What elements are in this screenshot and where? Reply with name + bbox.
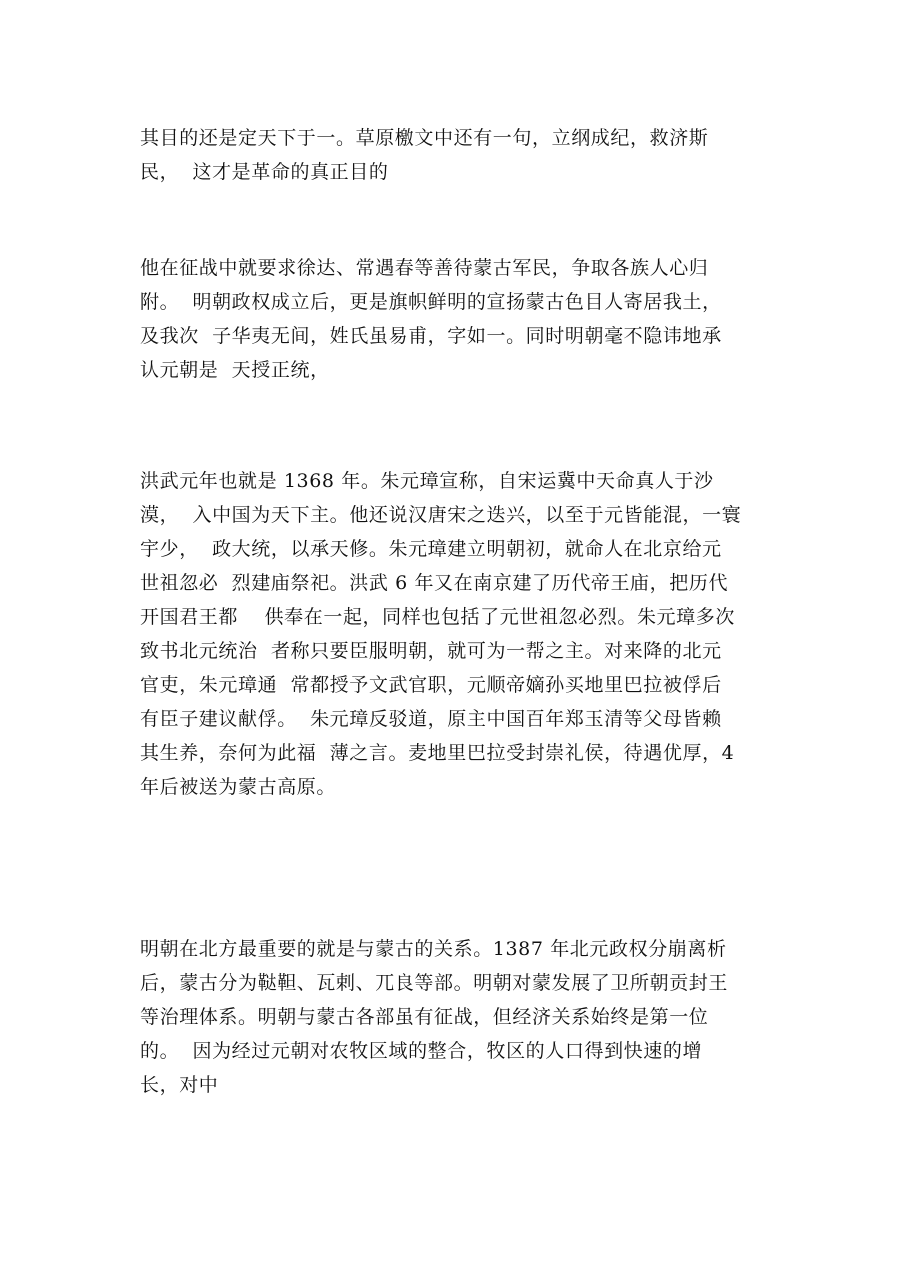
paragraph-line: 及我次 子华夷无间，姓氏虽易甫，字如一。同时明朝毫不隐讳地承 [140, 325, 722, 347]
paragraph-3 [140, 464, 790, 804]
paragraph-1 [140, 121, 790, 189]
paragraph-line: 宇少， 政大统，以承天修。朱元璋建立明朝初，就命人在北京给元 [140, 538, 722, 560]
paragraph-line: 附。 明朝政权成立后，更是旗帜鲜明的宣扬蒙古色目人寄居我土， [140, 291, 722, 313]
paragraph-line: 等治理体系。明朝与蒙古各部虽有征战，但经济关系始终是第一位 [140, 1006, 709, 1028]
paragraph-line: 年后被送为蒙古高原。 [140, 776, 337, 798]
paragraph-line: 长，对中 [140, 1074, 219, 1096]
paragraph-line: 认元朝是 天授正统， [140, 359, 330, 381]
paragraph-line: 官吏，朱元璋通 常都授予文武官职，元顺帝嫡孙买地里巴拉被俘后 [140, 674, 722, 696]
paragraph-line: 民， 这才是革命的真正目的 [140, 161, 389, 183]
paragraph-line: 他在征战中就要求徐达、常遇春等善待蒙古军民，争取各族人心归 [140, 257, 709, 279]
paragraph-line: 的。 因为经过元朝对农牧区域的整合，牧区的人口得到快速的增 [140, 1040, 703, 1062]
paragraph-line: 其生养，奈何为此福 薄之言。麦地里巴拉受封崇礼侯，待遇优厚，4 [140, 742, 735, 764]
paragraph-2 [140, 251, 790, 387]
paragraph-4 [140, 932, 790, 1102]
paragraph-line: 洪武元年也就是 1368 年。朱元璋宣称，自宋运冀中天命真人于沙 [140, 470, 714, 492]
paragraph-line: 开国君王都 供奉在一起，同样也包括了元世祖忽必烈。朱元璋多次 [140, 606, 735, 628]
paragraph-line: 世祖忽必 烈建庙祭祀。洪武 6 年又在南京建了历代帝王庙，把历代 [140, 572, 729, 594]
paragraph-line: 漠， 入中国为天下主。他还说汉唐宋之迭兴，以至于元皆能混，一寰 [140, 504, 742, 526]
paragraph-line: 致书北元统治 者称只要臣服明朝，就可为一帮之主。对来降的北元 [140, 640, 722, 662]
paragraph-line: 明朝在北方最重要的就是与蒙古的关系。1387 年北元政权分崩离析 [140, 938, 727, 960]
paragraph-line: 其目的还是定天下于一。草原檄文中还有一句，立纲成纪，救济斯 [140, 127, 709, 149]
paragraph-line: 后，蒙古分为鞑靼、瓦剌、兀良等部。明朝对蒙发展了卫所朝贡封王 [140, 972, 729, 994]
paragraph-line: 有臣子建议献俘。 朱元璋反驳道，原主中国百年郑玉清等父母皆赖 [140, 708, 722, 730]
